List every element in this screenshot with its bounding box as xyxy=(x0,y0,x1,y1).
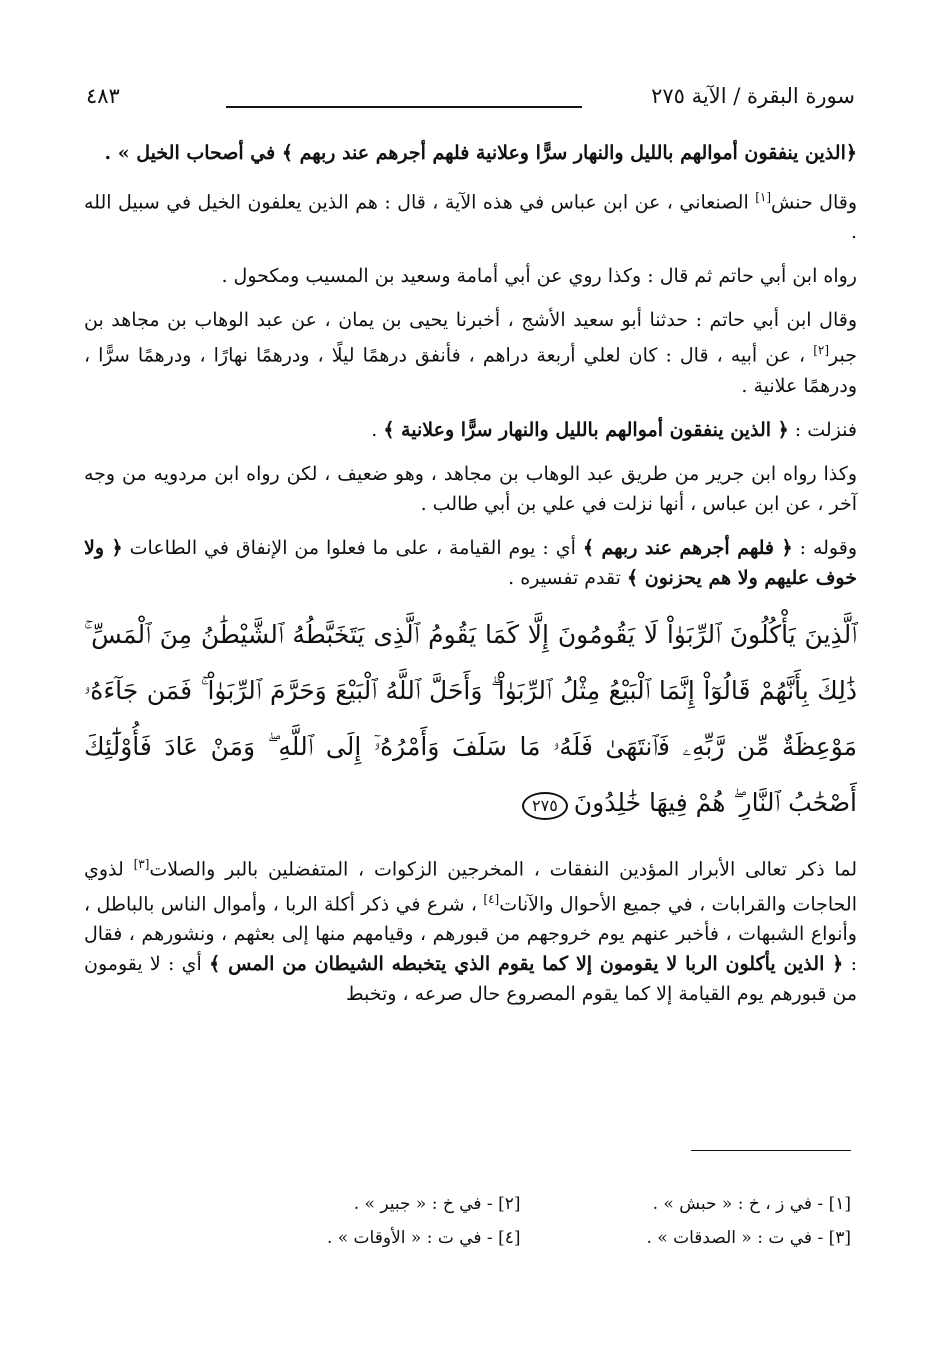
footnote-row xyxy=(190,1194,851,1218)
footnote-ref-3: [٣] xyxy=(133,856,150,871)
page-number: ٤٨٣ xyxy=(86,84,120,108)
paragraph-2-text-a: وقال حنش xyxy=(771,191,858,214)
paragraph-7 xyxy=(84,533,857,593)
paragraph-7-text-a: وقوله : xyxy=(792,536,858,559)
footnotes xyxy=(190,1194,851,1262)
footnote-4: [٤] - في ت : « الأوقات » . xyxy=(326,1228,521,1248)
page-body xyxy=(84,138,857,1023)
paragraph-8 xyxy=(84,849,857,1010)
footnote-ref-1: [١] xyxy=(755,190,772,204)
quran-verse xyxy=(84,607,857,831)
paragraph-8-text-a: لما ذكر تعالى الأبرار المؤدين النفقات ، المخرجين الزكوات ، المتفضلين بالبر والصلات xyxy=(149,857,857,880)
paragraph-5 xyxy=(84,415,857,445)
paragraph-7-text-c: أي : يوم القيامة ، على ما فعلوا من الإنفاق في الطاعات xyxy=(122,536,583,559)
footnote-3: [٣] - في ت : « الصدقات » . xyxy=(646,1228,851,1248)
paragraph-3: رواه ابن أبي حاتم ثم قال : وكذا روي عن أبي أمامة وسعيد بن المسيب ومكحول . xyxy=(221,265,857,288)
footnote-ref-4: [٤] xyxy=(483,891,500,906)
paragraph-2-text-b: الصنعاني ، عن ابن عباس في هذه الآية ، قال : هم الذين يعلفون الخيل في سبيل الله . xyxy=(84,191,857,244)
paragraph-8-text-b: لذوي الحاجات والقرابات ، في جميع الأحوال والآنات xyxy=(84,857,857,916)
paragraph-4-text-a: وقال ابن أبي حاتم : حدثنا أبو سعيد الأشج ، أخبرنا يحيى بن يمان ، عن عبد الوهاب بن مجاهد بن جبر xyxy=(84,309,857,367)
paragraph-5-text-c: . xyxy=(371,418,384,441)
paragraph-8-text-e: أي : لا يقومون من قبورهم يوم القيامة إلا كما يقوم المصروع حال صرعه ، وتخبط xyxy=(84,953,857,1006)
paragraph-4-text-b: ، عن أبيه ، قال : كان لعلي أربعة دراهم ، فأنفق درهمًا ليلًا ، ودرهمًا نهارًا ، ودرهمًا سرًّا ، ودرهمًا علانية . xyxy=(84,344,857,397)
paragraph-7-quote-1: ﴿ فلهم أجرهم عند ربهم ﴾ xyxy=(582,536,793,559)
paragraph-7-text-e: تقدم تفسيره . xyxy=(508,566,627,589)
footnote-ref-2: [٢] xyxy=(813,343,830,358)
paragraph-2 xyxy=(84,182,857,247)
paragraph-4 xyxy=(84,305,857,400)
running-title: سورة البقرة / الآية ٢٧٥ xyxy=(651,84,855,108)
header-rule xyxy=(226,106,582,108)
footnote-1: [١] - في ز ، خ : « حبش » . xyxy=(652,1194,851,1214)
verse-text: ٱلَّذِينَ يَأْكُلُونَ ٱلرِّبَوٰاْ لَا يَقُومُونَ إِلَّا كَمَا يَقُومُ ٱلَّذِى يَتَخَبَّطُهُ ٱلشَّيْطَٰنُ مِنَ ٱلْمَسِّ ۚ ذَٰلِكَ بِأَنَّهُمْ قَالُوٓاْ إِنَّمَا ٱلْبَيْعُ مِثْلُ ٱلرِّبَوٰاْ ۗ وَأَحَلَّ ٱللَّهُ ٱلْبَيْعَ وَحَرَّمَ ٱلرِّبَوٰاْ ۚ فَمَن جَآءَهُۥ مَوْعِظَةٌ مِّن رَّبِّهِۦ فَٱنتَهَىٰ فَلَهُۥ مَا سَلَفَ وَأَمْرُهُۥٓ إِلَى ٱللَّهِ ۖ وَمَنْ عَادَ فَأُوْلَٰٓئِكَ أَصْحَٰبُ ٱلنَّارِ ۖ هُمْ فِيهَا خَٰلِدُونَ xyxy=(84,619,857,817)
verse-number-badge: ٢٧٥ xyxy=(522,792,568,820)
paragraph-5-text-a: فنزلت : xyxy=(788,418,857,441)
paragraph-8-text-c: ، شرع في ذكر أكلة الربا ، وأموال الناس بالباطل ، وأنواع الشبهات ، فأخبر عنهم يوم خروجهم من قبورهم ، وقيامهم منها إلى بعثهم ، ونشورهم ، فقال : xyxy=(84,893,857,976)
footnote-2: [٢] - في خ : « جبير » . xyxy=(353,1194,521,1214)
paragraph-5-quote: ﴿ الذين ينفقون أموالهم بالليل والنهار سرًّا وعلانية ﴾ xyxy=(383,418,789,441)
paragraph-8-quote: ﴿ الذين يأكلون الربا لا يقومون إلا كما يقوم الذي يتخبطه الشيطان من المس ﴾ xyxy=(209,953,844,976)
paragraph-7-quote-2: ﴿ ولا خوف عليهم ولا هم يحزنون ﴾ xyxy=(84,536,857,589)
footnote-rule xyxy=(691,1150,851,1151)
paragraph-6: وكذا رواه ابن جرير من طريق عبد الوهاب بن مجاهد ، وهو ضعيف ، لكن رواه ابن مردويه من وجه آخر ، عن ابن عباس ، أنها نزلت في علي بن أبي طالب . xyxy=(84,462,857,515)
page-header xyxy=(86,84,855,114)
paragraph-1: ﴿الذين ينفقون أموالهم بالليل والنهار سرًّا وعلانية فلهم أجرهم عند ربهم ﴾ في أصحاب الخيل » . xyxy=(104,142,857,164)
footnote-row xyxy=(190,1228,851,1252)
